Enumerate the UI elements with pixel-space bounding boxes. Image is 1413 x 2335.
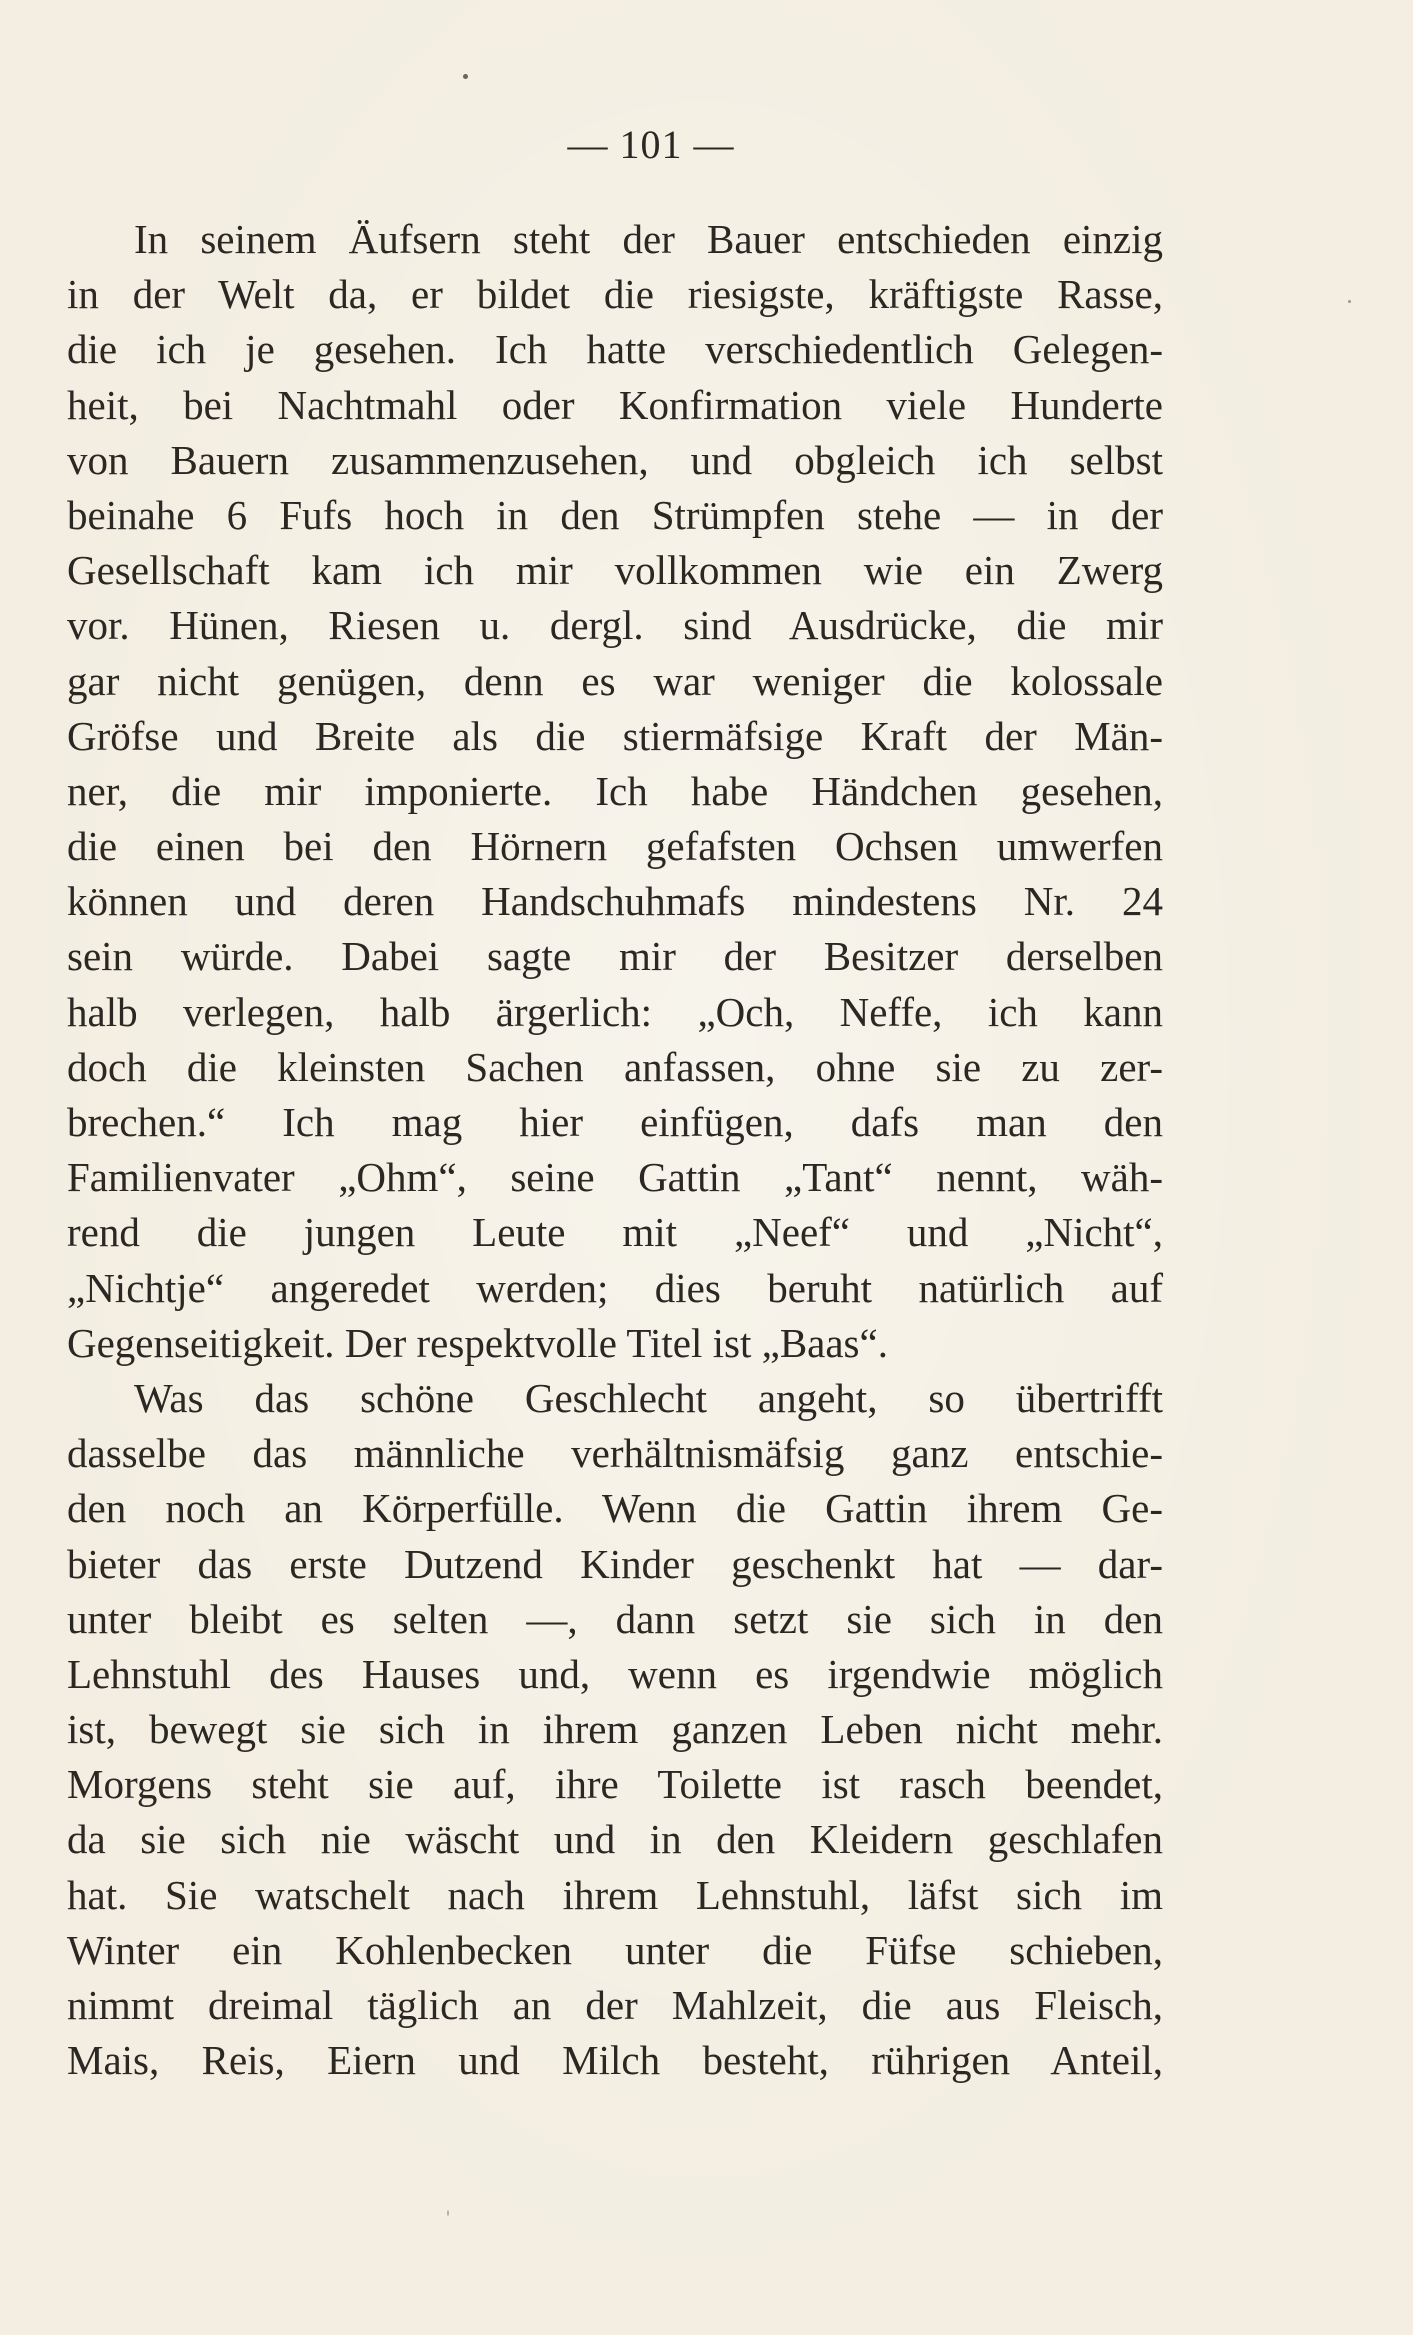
text-line: halb verlegen, halb ärgerlich: „Och, Neffe, ich kann — [67, 988, 1163, 1035]
ink-speck — [1348, 300, 1351, 303]
text-line: ist, bewegt sie sich in ihrem ganzen Leben nicht mehr. — [67, 1706, 1163, 1753]
text-line: den noch an Körperfülle. Wenn die Gattin ihrem Ge- — [67, 1485, 1163, 1532]
text-line: da sie sich nie wäscht und in den Kleidern geschlafen — [67, 1816, 1163, 1863]
text-line: Lehnstuhl des Hauses und, wenn es irgendwie möglich — [67, 1650, 1163, 1697]
text-line: Familienvater „Ohm“, seine Gattin „Tant“ nennt, wäh- — [67, 1154, 1163, 1201]
text-line: hat. Sie watschelt nach ihrem Lehnstuhl, läfst sich im — [67, 1871, 1163, 1918]
text-line: unter bleibt es selten —, dann setzt sie sich in den — [67, 1595, 1163, 1642]
text-line: beinahe 6 Fufs hoch in den Strümpfen stehe — in der — [67, 491, 1163, 538]
text-line: bieter das erste Dutzend Kinder geschenkt hat — dar- — [67, 1540, 1163, 1587]
text-line: Gröfse und Breite als die stiermäfsige Kraft der Män- — [67, 712, 1163, 759]
text-line: ner, die mir imponierte. Ich habe Händchen gesehen, — [67, 767, 1163, 814]
text-line: dasselbe das männliche verhältnismäfsig ganz entschie- — [67, 1430, 1163, 1477]
text-line: Morgens steht sie auf, ihre Toilette ist rasch beendet, — [67, 1761, 1163, 1808]
text-line: von Bauern zusammenzusehen, und obgleich ich selbst — [67, 436, 1163, 483]
text-line: rend die jungen Leute mit „Neef“ und „Nicht“, — [67, 1209, 1163, 1256]
text-line: Mais, Reis, Eiern und Milch besteht, rührigen Anteil, — [67, 2037, 1163, 2084]
text-line: die ich je gesehen. Ich hatte verschiedentlich Gelegen- — [67, 326, 1163, 373]
text-line: Was das schöne Geschlecht angeht, so übertrifft — [134, 1374, 1163, 1421]
text-line: gar nicht genügen, denn es war weniger die kolossale — [67, 657, 1163, 704]
text-line: brechen.“ Ich mag hier einfügen, dafs man den — [67, 1099, 1163, 1145]
text-line: die einen bei den Hörnern gefafsten Ochsen umwerfen — [67, 823, 1163, 870]
text-line: sein würde. Dabei sagte mir der Besitzer derselben — [67, 933, 1163, 980]
text-line: Winter ein Kohlenbecken unter die Füfse schieben, — [67, 1926, 1163, 1973]
body-text — [67, 212, 1163, 2088]
text-line: doch die kleinsten Sachen anfassen, ohne sie zu zer- — [67, 1043, 1163, 1090]
text-line: Gegenseitigkeit. Der respektvolle Titel ist „Baas“. — [67, 1319, 888, 1366]
text-line: nimmt dreimal täglich an der Mahlzeit, die aus Fleisch, — [67, 1982, 1163, 2028]
text-line: in der Welt da, er bildet die riesigste, kräftigste Rasse, — [67, 271, 1163, 318]
ink-speck — [463, 74, 468, 79]
text-line: In seinem Äufsern steht der Bauer entschieden einzig — [134, 216, 1163, 262]
text-line: Gesellschaft kam ich mir vollkommen wie ein Zwerg — [67, 547, 1163, 594]
text-line: vor. Hünen, Riesen u. dergl. sind Ausdrücke, die mir — [67, 602, 1163, 649]
ink-speck — [447, 2210, 449, 2216]
text-line: können und deren Handschuhmafs mindestens Nr. 24 — [67, 878, 1163, 925]
page-number: — 101 — — [567, 122, 735, 167]
text-line: „Nichtje“ angeredet werden; dies beruht natürlich auf — [67, 1264, 1163, 1311]
text-line: heit, bei Nachtmahl oder Konfirmation viele Hunderte — [67, 381, 1163, 428]
